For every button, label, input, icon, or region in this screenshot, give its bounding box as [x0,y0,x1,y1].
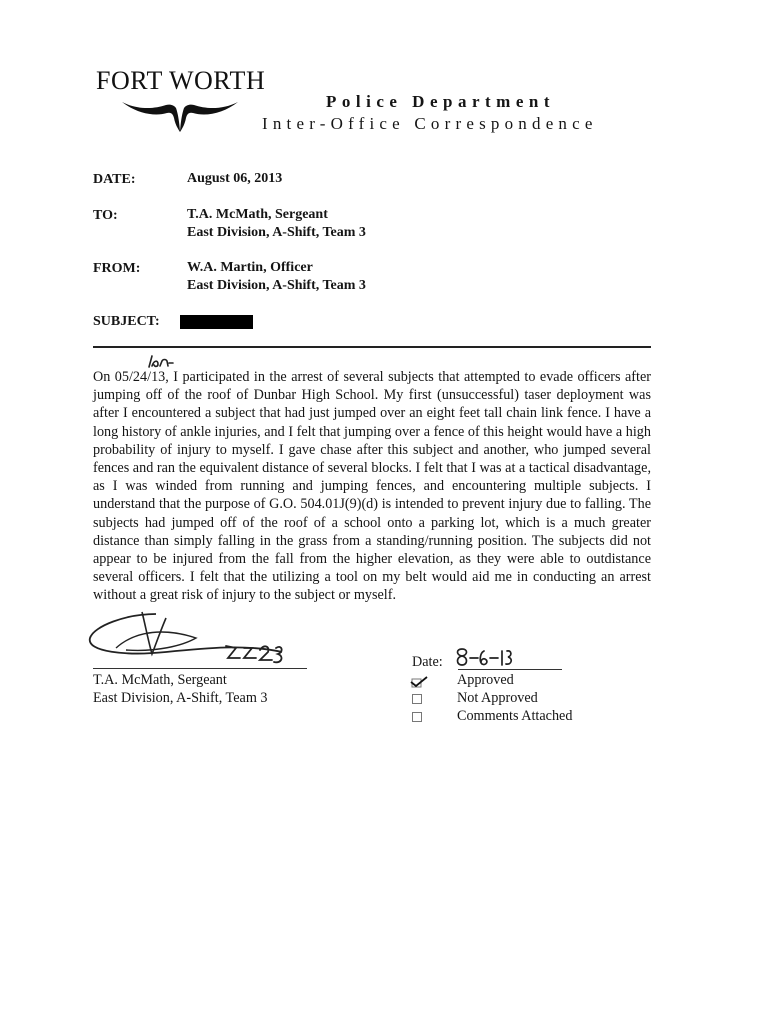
to-label: TO: [93,208,118,223]
handwritten-signature [86,608,306,672]
approved-label: Approved [457,672,514,688]
date-value: August 06, 2013 [187,171,283,186]
from-unit: East Division, A-Shift, Team 3 [187,278,366,293]
not-approved-checkbox[interactable] [412,694,422,704]
to-unit: East Division, A-Shift, Team 3 [187,225,366,240]
handwritten-approval-date [452,645,516,669]
approval-date-label: Date: [412,654,443,670]
memo-body [93,368,651,605]
longhorn-icon [120,96,240,134]
not-approved-label: Not Approved [457,690,538,706]
approved-checkbox[interactable] [409,674,429,690]
date-label: DATE: [93,172,136,187]
subject-label: SUBJECT: [93,314,160,329]
from-label: FROM: [93,261,141,276]
header-divider [93,346,651,348]
body-paragraph: On 05/24/13, I participated in the arrest of several subjects that attempted to evade officers after jumping off of the roof of Dunbar High School. My first (unsuccessful) taser deployment was after I encountered a subject that had just jumped over an eight feet tall chain link fence. I have a long history of ankle injuries, and I felt that jumping over a fence of this height would have a high probability of injury to myself. I gave chase after this subject and another, who jumped several fences and ran the equivalent distance of several blocks. I felt that I was at a tactical disadvantage, as I was winded from running and jumping fences, and encountering multiple subjects. I understand that the purpose of G.O. 504.01J(9)(d) is intended to prevent injury due to falling. The subjects had jumped off of the roof of a school onto a parking lot, which is a much greater distance than simply falling in the grass from a standing/running position. The subjects did not appear to be injured from the fall from the higher elevation, as they were able to outdistance several officers. I felt that the utilizing a tool on my belt would aid me in conducting an arrest without a great risk of injury to the subject or myself. [93,369,651,604]
signature-line [93,668,307,669]
approval-date-line [458,669,562,670]
logo-text: FORT WORTH [96,66,266,95]
comments-attached-checkbox[interactable] [412,712,422,722]
signer-unit: East Division, A-Shift, Team 3 [93,690,268,706]
to-name: T.A. McMath, Sergeant [187,207,328,222]
from-name: W.A. Martin, Officer [187,260,313,275]
department-title: Police Department [326,92,555,111]
comments-attached-label: Comments Attached [457,708,573,724]
fort-worth-logo [94,66,266,138]
correspondence-title: Inter-Office Correspondence [262,114,598,133]
subject-redaction [180,315,253,329]
signer-name: T.A. McMath, Sergeant [93,672,227,688]
